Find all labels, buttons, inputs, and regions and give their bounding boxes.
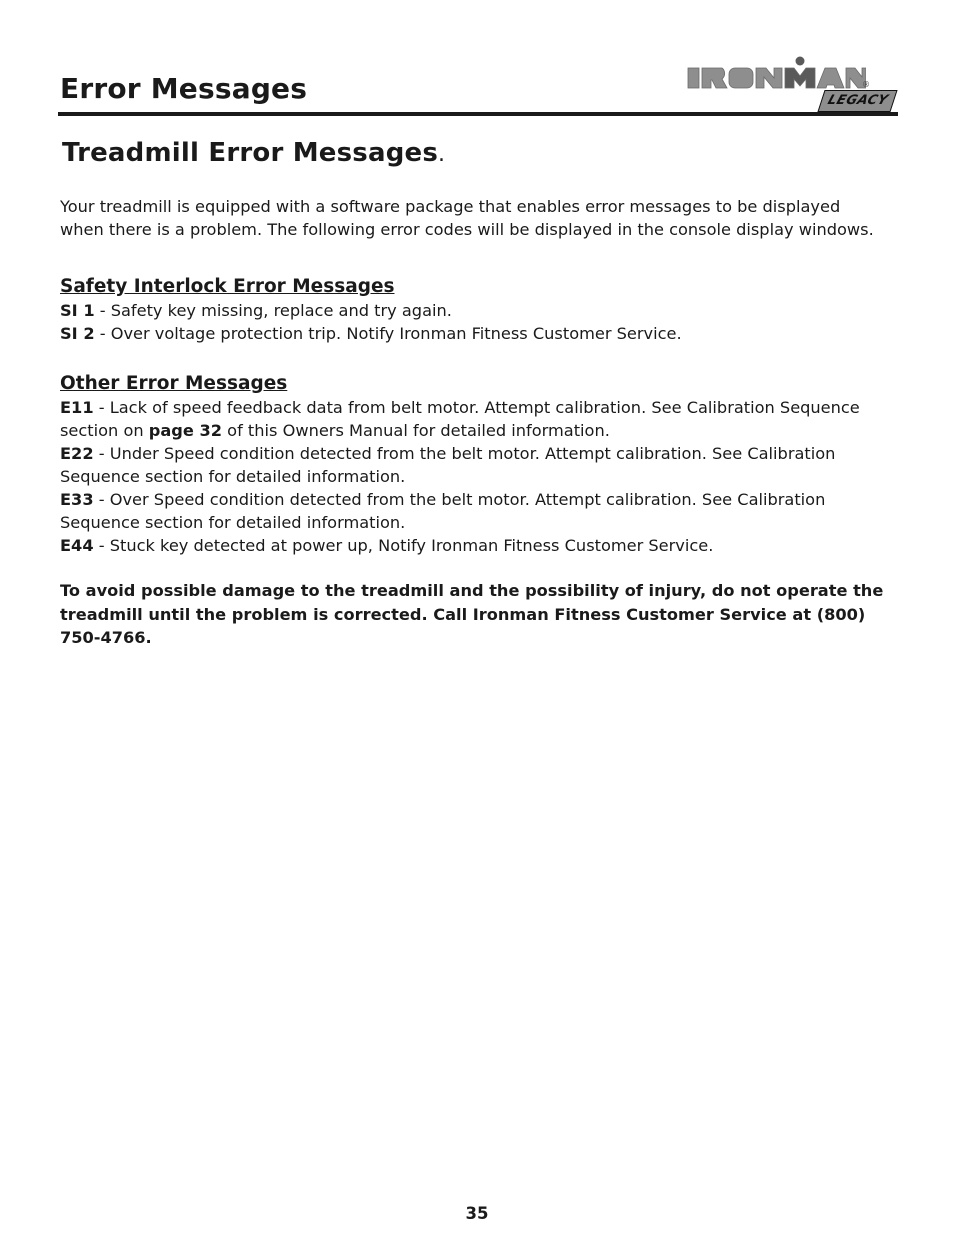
error-code: SI 1 [60, 301, 95, 320]
error-item-e11 [60, 396, 900, 442]
error-item-si1 [60, 299, 900, 322]
error-description: - Over voltage protection trip. Notify Ironman Fitness Customer Service. [94, 324, 682, 343]
error-code: SI 2 [60, 324, 95, 343]
intro-paragraph: Your treadmill is equipped with a software package that enables error messages to be displayed when there is a problem. The following error codes will be displayed in the console display windows. [60, 197, 874, 239]
registered-mark: ® [862, 80, 870, 89]
error-item-e33 [60, 488, 900, 534]
page-header [58, 46, 898, 118]
page-reference: page 32 [148, 421, 223, 440]
error-description: - Over Speed condition detected from the belt motor. Attempt calibration. See Calibration Sequence section for detailed information. [60, 490, 826, 532]
safety-interlock-heading: Safety Interlock Error Messages [60, 276, 395, 297]
section-title-text: Treadmill Error Messages [62, 138, 439, 168]
error-item-si2 [60, 322, 900, 345]
error-description: - Stuck key detected at power up, Notify Ironman Fitness Customer Service. [93, 536, 714, 555]
legacy-badge-text: LEGACY [825, 93, 890, 108]
ironman-wordmark-icon [686, 56, 866, 92]
page-content [60, 138, 900, 650]
error-description-end: of this Owners Manual for detailed information. [222, 421, 610, 440]
error-description: - Under Speed condition detected from the belt motor. Attempt calibration. See Calibration Sequence section for detailed information. [60, 444, 836, 486]
warning-paragraph: To avoid possible damage to the treadmill and the possibility of injury, do not operate the treadmill until the problem is corrected. Call Ironman Fitness Customer Service at (800) 750-4766. [60, 581, 884, 647]
error-description: - Lack of speed feedback data from belt motor. Attempt calibration. See Calibration Sequence section on [60, 398, 860, 440]
error-code: E33 [60, 490, 94, 509]
section-title [62, 138, 900, 168]
section-title-suffix: . [438, 142, 446, 167]
error-code: E22 [60, 444, 94, 463]
error-item-e44 [60, 534, 900, 557]
ironman-legacy-logo [686, 46, 898, 114]
error-code: E11 [60, 398, 94, 417]
error-item-e22 [60, 442, 900, 488]
page-title: Error Messages [60, 72, 308, 105]
error-description: - Safety key missing, replace and try again. [94, 301, 452, 320]
legacy-badge [817, 90, 898, 112]
error-code: E44 [60, 536, 94, 555]
header-divider [58, 112, 898, 116]
other-errors-heading: Other Error Messages [60, 373, 288, 394]
page-number: 35 [465, 1204, 489, 1223]
